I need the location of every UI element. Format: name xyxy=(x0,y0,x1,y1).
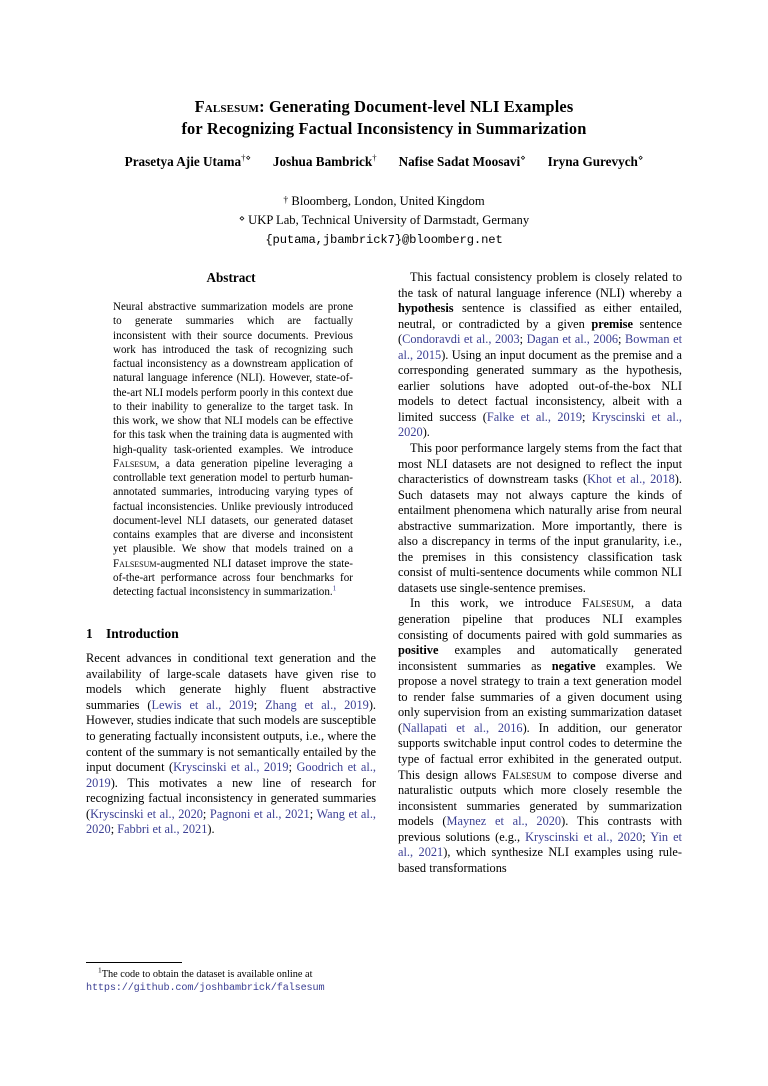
rp3-part-2: , a data generation pipeline that produces NLI examples consisting of documents paired with gold summaries as xyxy=(398,596,683,642)
abstract-falsesum-2: Falsesum xyxy=(113,557,157,570)
title-falsesum-word: Falsesum xyxy=(194,97,260,116)
rp3-sep-1: ; xyxy=(642,829,651,844)
footnote-url-link[interactable]: https://github.com/joshbambrick/falsesum xyxy=(86,983,325,995)
abstract-part-2: , a data generation pipeline leveraging a controllable text generation model to perturb human-annotated summaries, introducing varying types of factual inconsistencies. Unlike previously introduced document-level NLI datasets, our generated dataset contains examples that are diverse and inconsistent yet plausible. We show that models trained on a xyxy=(113,457,353,556)
rp1-sep-2: ; xyxy=(618,332,625,347)
citation-bowman-2015[interactable]: Bowman et al., 2015 xyxy=(398,332,682,362)
footnote-rule xyxy=(86,962,182,963)
title-line1-rest: : Generating Document-level NLI Examples xyxy=(259,97,574,116)
author-0 xyxy=(125,153,251,171)
right-paragraph-3 xyxy=(398,596,682,876)
rp3-part-4: examples. We propose a novel strategy to train a text generation model to render false summaries of a given document using only supervision from an existing summarization dataset ( xyxy=(398,658,682,735)
citation-falke-2019[interactable]: Falke et al., 2019 xyxy=(486,409,583,424)
citation-yin-2021[interactable]: Yin et al., 2021 xyxy=(398,829,682,860)
rp1-part-4: ). Using an input document as the premise and a corresponding generated summary as the hypothesis, earlier solutions have adopted out-of-the-box NLI models to detect factual inconsistency, albeit with a limited success ( xyxy=(398,347,682,424)
citation-nallapati-2016[interactable]: Nallapati et al., 2016 xyxy=(402,720,523,735)
rp3-part-3: examples and automatically generated inconsistent summaries as xyxy=(398,643,682,673)
intro-part-4: ). xyxy=(207,822,215,837)
citation-dagan-2006[interactable]: Dagan et al., 2006 xyxy=(526,332,619,347)
left-column xyxy=(86,270,376,838)
intro-sep-4: ; xyxy=(309,806,317,821)
affiliation-2-text: UKP Lab, Technical University of Darmstadt, Germany xyxy=(245,212,530,227)
intro-sep-3: ; xyxy=(202,806,210,821)
intro-part-3: ). This motivates a new line of research for recognizing factual inconsistency in generated summaries ( xyxy=(86,775,376,821)
abstract-text xyxy=(113,300,353,599)
rp1-part-1: This factual consistency problem is closely related to the task of natural language inference (NLI) whereby a xyxy=(398,270,682,300)
affiliation-2-symbol: ⋄ xyxy=(238,212,245,224)
author-1-affil-mark: † xyxy=(372,152,377,163)
citation-zhang-2019[interactable]: Zhang et al., 2019 xyxy=(265,697,369,712)
citation-kryscinski-2020-b[interactable]: Kryscinski et al., 2020 xyxy=(398,409,683,440)
citation-wang-2020[interactable]: Wang et al., 2020 xyxy=(86,806,377,837)
intro-sep-1: ; xyxy=(253,697,266,712)
rp1-part-5: ). xyxy=(422,425,430,440)
intro-sep-2: ; xyxy=(288,760,297,775)
citation-goodrich-2019[interactable]: Goodrich et al., 2019 xyxy=(86,760,377,790)
intro-sep-5: ; xyxy=(110,822,118,837)
rp2-part-2: ). Such datasets may not always capture the kinds of entailment phenomena which naturally arise from neural abstractive summarization. More importantly, there is also a discrepancy in terms of the input granularity, i.e., the premises in this consistency classification task consist of multi-sentence documents while common NLI datasets use single-sentence premises. xyxy=(398,472,682,595)
author-0-name: Prasetya Ajie Utama xyxy=(124,154,242,169)
rp1-sep-1: ; xyxy=(519,332,527,347)
abstract-falsesum-1: Falsesum xyxy=(113,457,157,470)
abstract-footnote-ref[interactable]: 1 xyxy=(332,583,337,593)
page-title xyxy=(86,96,682,139)
rp1-bold-hypothesis: hypothesis xyxy=(398,301,454,316)
footnote-marker: 1 xyxy=(98,965,102,975)
section-heading-introduction xyxy=(86,625,376,642)
citation-maynez-2020[interactable]: Maynez et al., 2020 xyxy=(446,814,562,829)
author-2-name: Nafise Sadat Moosavi xyxy=(398,154,521,169)
right-column xyxy=(398,270,682,876)
right-paragraph-2 xyxy=(398,441,682,596)
abstract-heading: Abstract xyxy=(206,270,256,285)
author-3-affil-mark: ⋄ xyxy=(637,152,644,163)
rp3-bold-negative: negative xyxy=(551,658,596,673)
rp3-falsesum-1: Falsesum xyxy=(582,596,632,611)
abstract-part-3: -augmented NLI dataset improve the state-of-the-art performance across four benchmarks for detecting factual inconsistency in summarization. xyxy=(113,557,353,598)
rp3-falsesum-2: Falsesum xyxy=(502,767,552,782)
section-number: 1 xyxy=(86,626,93,642)
rp1-part-2: sentence is classified as either entailed, neutral, or contradicted by a given xyxy=(398,301,682,331)
citation-kryscinski-2019[interactable]: Kryscinski et al., 2019 xyxy=(173,760,289,775)
author-0-affil-mark: †⋄ xyxy=(241,152,251,163)
rp3-part-7: ). This contrasts with previous solutions (e.g., xyxy=(398,814,682,844)
rp3-part-1: In this work, we introduce xyxy=(410,596,583,611)
title-line2: for Recognizing Factual Inconsistency in Summarization xyxy=(181,118,587,138)
citation-khot-2018[interactable]: Khot et al., 2018 xyxy=(587,472,675,487)
citation-pagnoni-2021[interactable]: Pagnoni et al., 2021 xyxy=(209,806,310,821)
rp1-sep-3: ; xyxy=(582,409,592,424)
footnote-area xyxy=(86,962,376,996)
footnote-text: The code to obtain the dataset is available online at xyxy=(101,969,313,980)
citation-kryscinski-2020-c[interactable]: Kryscinski et al., 2020 xyxy=(525,829,643,844)
contact-email[interactable]: {putama,jbambrick7}@bloomberg.net xyxy=(265,233,503,247)
rp3-part-8: ), which synthesize NLI examples using rule-based transformations xyxy=(398,845,682,875)
rp3-part-5: ). In addition, our generator supports switchable input control codes to determine the type of factual error exhibited in the generated output. This design allows xyxy=(398,720,682,782)
right-paragraph-1 xyxy=(398,270,682,441)
citation-fabbri-2021[interactable]: Fabbri et al., 2021 xyxy=(117,822,208,837)
author-1 xyxy=(273,153,377,171)
author-2-affil-mark: ⋄ xyxy=(520,152,526,163)
rp3-part-6: to compose diverse and naturalistic outputs which more closely resemble the inconsistent summaries generated by summarization models ( xyxy=(398,767,682,829)
author-3-name: Iryna Gurevych xyxy=(547,154,638,169)
section-title: Introduction xyxy=(106,626,179,642)
abstract-part-1: Neural abstractive summarization models are prone to generate summaries which are factually inconsistent with their source documents. Previous work has introduced the task of recognizing such factual inconsistency as a downstream application of natural language inference (NLI). However, state-of-the-art NLI models perform poorly in this context due to their inability to generalize to the target task. In this work, we show that NLI models can be effective for this task when the training data is augmented with high-quality task-oriented examples. We introduce xyxy=(113,301,353,456)
intro-part-2: ). However, studies indicate that such models are susceptible to generating factually inconsistent outputs, i.e., where the content of the summary is not semantically entailed by the input document ( xyxy=(86,697,377,775)
author-3 xyxy=(548,153,644,171)
affiliation-line-1 xyxy=(86,192,682,211)
citation-kryscinski-2020[interactable]: Kryscinski et al., 2020 xyxy=(90,806,203,821)
intro-part-1: Recent advances in conditional text generation and the availability of large-scale datasets have given rise to models which generate highly fluent abstractive summaries ( xyxy=(86,651,376,712)
affiliation-block xyxy=(86,192,682,250)
author-list xyxy=(86,153,682,171)
title-block xyxy=(86,96,682,139)
rp3-bold-positive: positive xyxy=(398,643,439,658)
author-1-name: Joshua Bambrick xyxy=(272,154,373,169)
citation-condoravdi-2003[interactable]: Condoravdi et al., 2003 xyxy=(402,332,520,347)
author-2 xyxy=(399,153,526,171)
affiliation-1-symbol: † xyxy=(283,194,289,206)
rp1-bold-premise: premise xyxy=(591,316,633,331)
citation-lewis-2019[interactable]: Lewis et al., 2019 xyxy=(151,697,254,712)
affiliation-1-text: Bloomberg, London, United Kingdom xyxy=(288,194,485,208)
rp1-part-3: sentence ( xyxy=(398,316,683,347)
intro-paragraph-1 xyxy=(86,651,376,838)
rp2-part-1: This poor performance largely stems from the fact that most NLI datasets are not designed to reflect the input characteristics of downstream tasks ( xyxy=(398,441,682,487)
affiliation-line-2 xyxy=(86,211,682,230)
footnote-1 xyxy=(86,965,376,996)
